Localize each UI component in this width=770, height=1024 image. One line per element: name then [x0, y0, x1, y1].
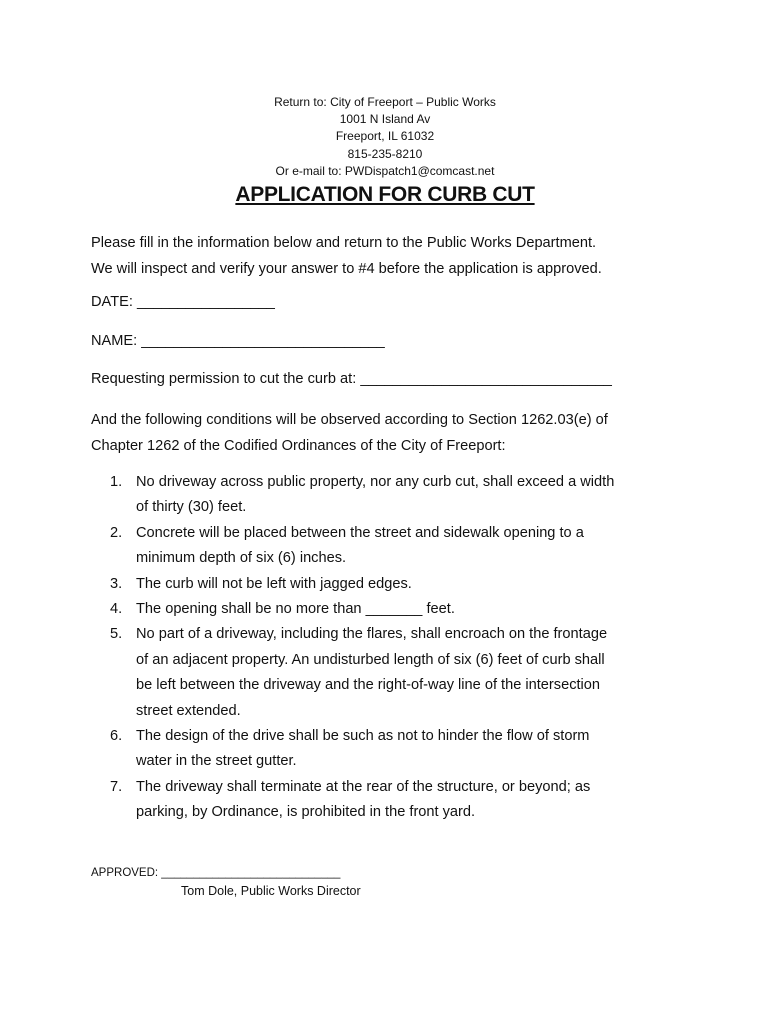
condition-item — [110, 470, 614, 521]
condition-text-line: No driveway across public property, nor any curb cut, shall exceed a width — [136, 474, 615, 490]
date-field: DATE: _________________ — [91, 294, 275, 310]
condition-item — [110, 572, 614, 597]
city-state-zip: Freeport, IL 61032 — [335, 129, 435, 144]
condition-text-line: parking, by Ordinance, is prohibited in the front yard. — [136, 804, 476, 821]
condition-item — [110, 775, 614, 826]
curb-location-field: Requesting permission to cut the curb at: _______________________________ — [91, 371, 612, 387]
condition-text-line: The design of the drive shall be such as not to hinder the flow of storm — [136, 728, 590, 745]
document-title: APPLICATION FOR CURB CUT — [235, 183, 535, 206]
condition-text-line: No part of a driveway, including the flares, shall encroach on the frontage — [136, 626, 608, 643]
email-line: Or e-mail to: PWDispatch1@comcast.net — [275, 163, 495, 178]
phone-number: 815-235-8210 — [347, 146, 423, 161]
condition-text-line: water in the street gutter. — [136, 753, 297, 770]
condition-number: 5. — [110, 626, 123, 643]
condition-number: 1. — [110, 474, 123, 490]
condition-text-line: Concrete will be placed between the street and sidewalk opening to a — [136, 524, 584, 541]
intro-line-2: We will inspect and verify your answer to #4 before the application is approved. — [91, 261, 602, 277]
condition-number: 7. — [110, 778, 123, 795]
condition-text-line: minimum depth of six (6) inches. — [136, 550, 347, 567]
intro-line-1: Please fill in the information below and return to the Public Works Department. — [91, 235, 597, 251]
condition-item — [110, 724, 614, 775]
director-name: Tom Dole, Public Works Director — [181, 884, 361, 898]
condition-number: 4. — [110, 601, 123, 618]
condition-item — [110, 521, 614, 572]
approved-signature-line: APPROVED: ____________________________ — [91, 867, 341, 879]
return-address-block — [0, 94, 770, 180]
street-address: 1001 N Island Av — [339, 112, 431, 127]
conditions-list — [110, 470, 614, 826]
condition-number: 3. — [110, 575, 123, 592]
condition-text-line: The driveway shall terminate at the rear of the structure, or beyond; as — [136, 778, 591, 795]
conditions-intro — [91, 407, 608, 459]
name-field: NAME: ______________________________ — [91, 333, 385, 349]
condition-number: 2. — [110, 524, 123, 541]
condition-item — [110, 597, 614, 622]
conditions-intro-line-1: And the following conditions will be observed according to Section 1262.03(e) of — [91, 412, 608, 428]
intro-paragraph — [91, 230, 602, 282]
condition-text-line: The opening shall be no more than _______ feet. — [136, 601, 455, 618]
condition-number: 6. — [110, 728, 123, 745]
condition-text-line: be left between the driveway and the right-of-way line of the intersection — [136, 677, 601, 694]
condition-text-line: The curb will not be left with jagged edges. — [136, 575, 412, 592]
conditions-intro-line-2: Chapter 1262 of the Codified Ordinances of the City of Freeport: — [91, 438, 506, 454]
condition-text-line: of thirty (30) feet. — [136, 499, 247, 516]
condition-text-line: of an adjacent property. An undisturbed length of six (6) feet of curb shall — [136, 651, 605, 668]
condition-item — [110, 622, 614, 724]
return-to-line: Return to: City of Freeport – Public Works — [274, 95, 496, 109]
condition-text-line: street extended. — [136, 702, 241, 719]
